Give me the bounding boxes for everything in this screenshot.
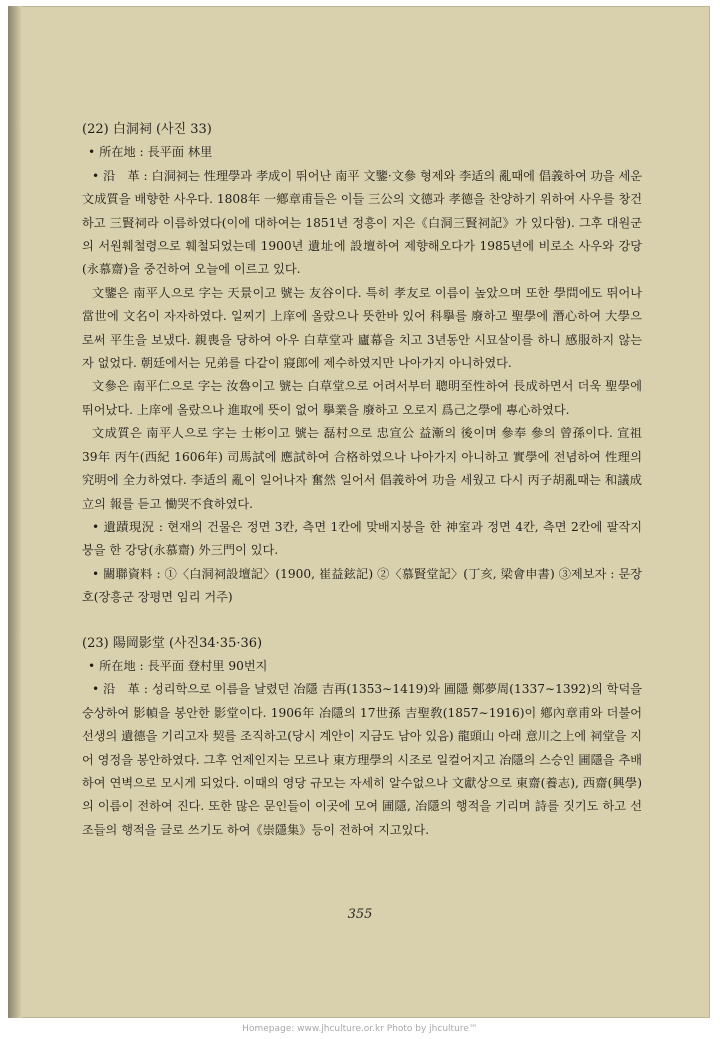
section-22-paragraph-2: 文參은 南平仁으로 字는 汝魯이고 號는 白草堂으로 어려서부터 聰明至性하여 長成하면서 더욱 聖學에 뛰어났다. 上庠에 올랐으나 進取에 뜻이 없어 擧業을 廢하고 오로지 爲己之學에 專心하였다. [82,379,642,417]
section-gap [82,610,642,632]
page-content [82,118,642,842]
section-22-remains: • 遺蹟現況 : 현재의 건물은 정면 3칸, 측면 1칸에 맞배지붕을 한 神室과 정면 4칸, 측면 2칸에 팔작지붕을 한 강당(永慕齋) 外三門이 있다. [82,519,642,558]
section-22-title: (22) 白洞祠 (사진 33) [82,122,212,137]
page-number: 355 [347,907,373,922]
section-23-title: (23) 陽岡影堂 (사진34·35·36) [82,635,263,651]
section-23-location: • 所在地 : 長平面 登村里 90번지 [88,658,268,673]
section-22-location: • 所在地 : 長平面 林里 [88,145,213,160]
section-22-history: • 沿 革 : 白洞祠는 性理學과 孝成이 뛰어난 南平 文鑒·文參 형제와 李适의 亂때에 倡義하여 功을 세운 文成質을 배향한 사우다. 1808年 一鄕章甫들은 이들 三公의 文德과 孝德을 찬양하기 위하여 사우를 창건하고 三賢祠라 이름하였다(이에 대하여는 1851년 정흥이 지은《白洞三賢祠記》가 있다함). 그후 대원군의 서원훼철령으로 훼철되었는데 1900년 遺址에 設壇하여 제향해오다가 1985년에 비로소 사우와 강당(永慕齋)을 중건하여 오늘에 이르고 있다. [82,168,642,277]
photo-credit-footer: Homepage: www.jhculture.or.kr Photo by jhculture™ [242,1024,478,1034]
section-22-materials: • 關聯資料 : ①〈白洞祠設壇記〉(1900, 崔益鉉記) ②〈慕賢堂記〉(丁亥, 梁會申書) ③제보자 : 문장호(장흥군 장평면 임리 거주) [82,566,642,605]
section-22-paragraph-1: 文鑒은 南平人으로 字는 天景이고 號는 友谷이다. 특히 孝友로 이름이 높았으며 또한 學問에도 뛰어나 當世에 文名이 자자하였다. 일찌기 上庠에 올랐으나 뜻한바 있어 科擧를 廢하고 聖學에 潛心하여 大學으로써 平生을 보냈다. 親喪을 당하여 아우 白草堂과 廬幕을 치고 3년동안 시묘살이를 하니 感服하지 않는자 없었다. 朝廷에서는 兄弟를 다같이 寢郎에 제수하였지만 나아가지 아니하였다. [82,285,642,371]
section-22 [82,118,642,610]
binding-shadow [8,6,22,1018]
section-23-history: • 沿 革 : 성리학으로 이름을 날렸던 冶隱 吉再(1353∼1419)와 圃隱 鄭夢周(1337∼1392)의 학덕을 숭상하여 影幀을 봉안한 影堂이다. 1906年 冶隱의 17世孫 吉聖敎(1857∼1916)이 鄕內章甫와 더불어 선생의 遺德을 기리고자 契를 조직하고(당시 계안이 지금도 남아 있음) 龍頭山 아래 意川之上에 祠堂을 지어 영정을 봉안하였다. 그후 언제인지는 모르나 東方理學의 시조로 일컬어지고 冶隱의 스승인 圃隱을 추배하여 연벽으로 모시게 되었다. 이때의 영당 규모는 자세히 알수없으나 文獻상으로 東齋(養志), 西齋(興學)의 이름이 전하여 진다. 또한 많은 문인들이 이곳에 모여 圃隱, 冶隱의 행적을 기리며 詩를 짓기도 하고 선조들의 행적을 글로 쓰기도 하여《崇隱集》등이 전하여 지고있다. [82,682,642,837]
section-23 [82,632,642,843]
section-22-paragraph-3: 文成質은 南平人으로 字는 士彬이고 號는 磊村으로 忠宣公 益漸의 後이며 參奉 參의 曾孫이다. 宣祖 39年 丙午(西紀 1606年) 司馬試에 應試하여 合格하였으나 나아가지 아니하고 實學에 전념하여 性理의 究明에 全力하였다. 李适의 亂이 일어나자 奮然 일어서 倡義하여 功을 세웠고 다시 丙子胡亂때는 和議成立의 報를 듣고 慟哭不食하였다. [82,426,642,511]
